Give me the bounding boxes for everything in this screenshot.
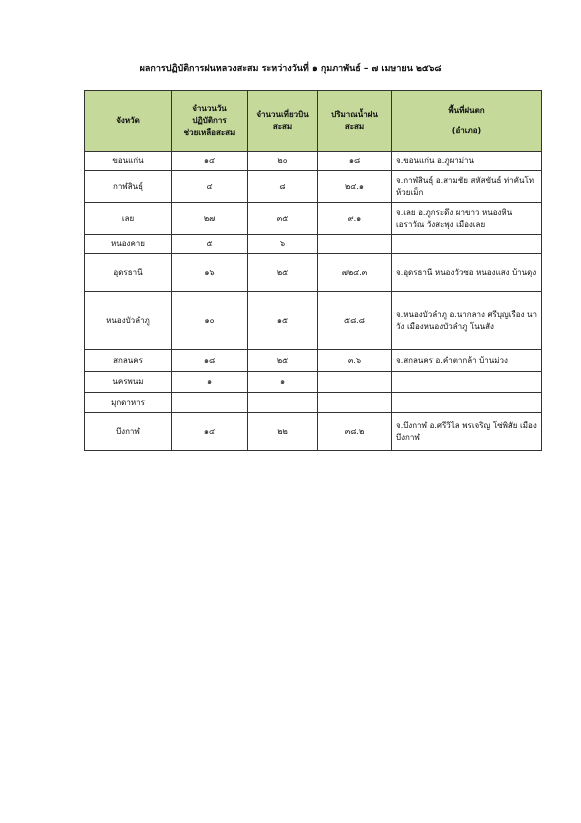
cell-flights: ๒๕	[248, 254, 318, 292]
table-header-row	[85, 91, 542, 152]
cell-rain: ๓๘.๒	[318, 413, 392, 451]
cell-days: ๑๔	[172, 413, 248, 451]
cell-flights	[248, 393, 318, 413]
header-flights: จำนวนเที่ยวบิน สะสม	[248, 91, 318, 152]
cell-area: จ.บึงกาฬ อ.ศรีวิไล พรเจริญ โซ่พิสัย เมืองบึงกาฬ	[392, 413, 542, 451]
cell-rain: ๑๘	[318, 152, 392, 171]
cell-province: อุดรธานี	[85, 254, 172, 292]
cell-province: มุกดาหาร	[85, 393, 172, 413]
cell-days: ๔	[172, 171, 248, 203]
header-rain-area: พื้นที่ฝนตก (อำเภอ)	[392, 91, 542, 152]
cell-flights: ๖	[248, 235, 318, 254]
cell-flights: ๑	[248, 372, 318, 393]
cell-rain: ๗๒๔.๓	[318, 254, 392, 292]
cell-rain: ๓.๖	[318, 350, 392, 372]
cell-flights: ๓๕	[248, 203, 318, 235]
cell-province: ขอนแก่น	[85, 152, 172, 171]
cell-rain	[318, 393, 392, 413]
header-rainfall: ปริมาณน้ำฝน สะสม	[318, 91, 392, 152]
cell-days: ๑๐	[172, 292, 248, 350]
table-row	[85, 372, 542, 393]
cell-rain: ๕๘.๘	[318, 292, 392, 350]
cell-days: ๑๖	[172, 254, 248, 292]
cell-province: กาฬสินธุ์	[85, 171, 172, 203]
cell-province: บึงกาฬ	[85, 413, 172, 451]
rainmaking-results-table	[84, 90, 542, 451]
cell-rain: ๒๔.๑	[318, 171, 392, 203]
table-row	[85, 350, 542, 372]
table-row	[85, 254, 542, 292]
cell-days	[172, 393, 248, 413]
cell-area: จ.อุดรธานี หนองวัวซอ หนองแสง บ้านดุง	[392, 254, 542, 292]
table-row	[85, 393, 542, 413]
table-row	[85, 203, 542, 235]
cell-area: จ.เลย อ.ภูกระดึง ผาขาว หนองหิน เอราวัณ วังสะพุง เมืองเลย	[392, 203, 542, 235]
cell-area: จ.หนองบัวลำภู อ.นากลาง ศรีบุญเรือง นาวัง เมืองหนองบัวลำภู โนนสัง	[392, 292, 542, 350]
cell-area	[392, 235, 542, 254]
cell-days: ๑	[172, 372, 248, 393]
cell-flights: ๑๕	[248, 292, 318, 350]
cell-days: ๑๘	[172, 350, 248, 372]
table-row	[85, 235, 542, 254]
cell-rain	[318, 372, 392, 393]
cell-area	[392, 372, 542, 393]
cell-area: จ.สกลนคร อ.คำตากล้า บ้านม่วง	[392, 350, 542, 372]
page-title: ผลการปฏิบัติการฝนหลวงสะสม ระหว่างวันที่ ๑ กุมภาพันธ์ – ๗ เมษายน ๒๕๖๘	[139, 64, 442, 74]
cell-province: หนองบัวลำภู	[85, 292, 172, 350]
header-operation-days: จำนวนวัน ปฏิบัติการ ช่วยเหลือสะสม	[172, 91, 248, 152]
cell-province: สกลนคร	[85, 350, 172, 372]
cell-province: เลย	[85, 203, 172, 235]
cell-province: นครพนม	[85, 372, 172, 393]
cell-area	[392, 393, 542, 413]
cell-rain	[318, 235, 392, 254]
cell-days: ๕	[172, 235, 248, 254]
cell-flights: ๘	[248, 171, 318, 203]
table-row	[85, 152, 542, 171]
header-province: จังหวัด	[85, 91, 172, 152]
cell-flights: ๒๒	[248, 413, 318, 451]
table-row	[85, 413, 542, 451]
cell-days: ๒๗	[172, 203, 248, 235]
cell-flights: ๒๕	[248, 350, 318, 372]
cell-days: ๑๔	[172, 152, 248, 171]
cell-rain: ๙.๑	[318, 203, 392, 235]
cell-flights: ๒๐	[248, 152, 318, 171]
cell-area: จ.ขอนแก่น อ.ภูผาม่าน	[392, 152, 542, 171]
table-row	[85, 171, 542, 203]
table-row	[85, 292, 542, 350]
cell-area: จ.กาฬสินธุ์ อ.สามชัย สหัสขันธ์ ท่าคันโท ห้วยเม็ก	[392, 171, 542, 203]
cell-province: หนองคาย	[85, 235, 172, 254]
